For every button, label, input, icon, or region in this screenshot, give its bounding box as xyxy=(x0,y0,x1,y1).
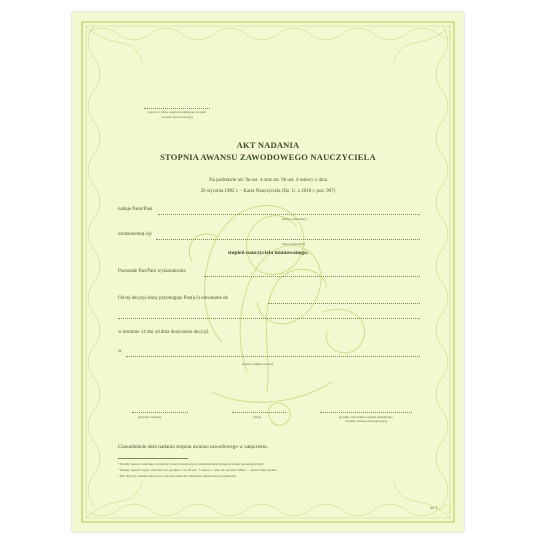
appeal-field[interactable] xyxy=(268,303,420,304)
signature-caption: (podpis i pieczątka organu nadającego stopień awansu zawodowego) xyxy=(339,415,393,423)
legal-basis-line-2: 26 stycznia 1982 r. – Karta Nauczyciela (Dz. U. z 2018 r. poz. 967) xyxy=(200,189,336,194)
born-field[interactable] xyxy=(156,239,420,240)
appeal-field-continued[interactable] xyxy=(118,318,420,319)
term-label: w terminie 14 dni od dnia doręczenia decyzji. xyxy=(118,330,210,335)
born-label: urodzonemu(-ej) xyxy=(118,232,152,237)
title-line-2: STOPNIA AWANSU ZAWODOWEGO NAUCZYCIELA xyxy=(160,152,376,162)
signature-rule xyxy=(320,412,412,413)
justification-note: Uzasadnienie aktu nadania stopnia awansu zawodowego w załączeniu. xyxy=(118,444,269,450)
footnote-1: ¹ Należy wpisać nazwisko właściwe wobec informacji w przedłożonym przygotowaniu pedagogicznym. xyxy=(118,462,264,466)
training-field[interactable] xyxy=(204,276,420,277)
footnote-3: ³ Nie dotyczy nadania aktu, bez wzrostu stanu dla członków państwowej organizacji. xyxy=(118,474,237,478)
footnote-separator xyxy=(118,458,188,459)
legal-basis-line-1: Na podstawie art. 9a ust. 4 oraz art. 9b ust. 4 ustawy z dnia xyxy=(209,178,327,183)
appeal-label: Od tej decyzji służy przysługuje Pan(u/i) odwołanie do xyxy=(118,296,229,301)
born-caption: (data urodzenia) xyxy=(282,242,305,246)
degree-text: stopień nauczyciela mianowanego. xyxy=(227,250,309,256)
title-line-1: AKT NADANIA xyxy=(236,140,300,150)
name-field[interactable] xyxy=(158,214,420,215)
place-caption: (nazwa miejscowości) xyxy=(242,362,274,366)
date-caption: (data) xyxy=(253,415,262,419)
training-label: Pozostałe Pan/Pani wykształcenie xyxy=(118,269,186,274)
place-field[interactable] xyxy=(126,356,420,357)
issuer-stamp-rule xyxy=(144,108,210,109)
page-number: str. 1 xyxy=(430,505,438,510)
name-caption: (imię i nazwisko) xyxy=(282,217,307,221)
issuer-stamp-line: awansu zawodowego) xyxy=(161,115,193,119)
seal-rule xyxy=(132,412,188,413)
place-label: w xyxy=(118,349,122,354)
issuer-stamp-line: (nazwa i adres organu nadającego stopień xyxy=(147,110,207,114)
footnote-2: ² Należy wpisać organ odwoławczy zgodnie z art. 9f ust. 7 ustawy z dnia 26 stycznia 1982 r. – Karta Nauczyciela. xyxy=(118,468,278,472)
seal-caption: (pieczęć organu) xyxy=(138,415,162,419)
certificate-sheet xyxy=(72,12,464,532)
date-rule xyxy=(232,412,286,413)
name-label: nadaje Panu/Pani xyxy=(118,207,153,212)
